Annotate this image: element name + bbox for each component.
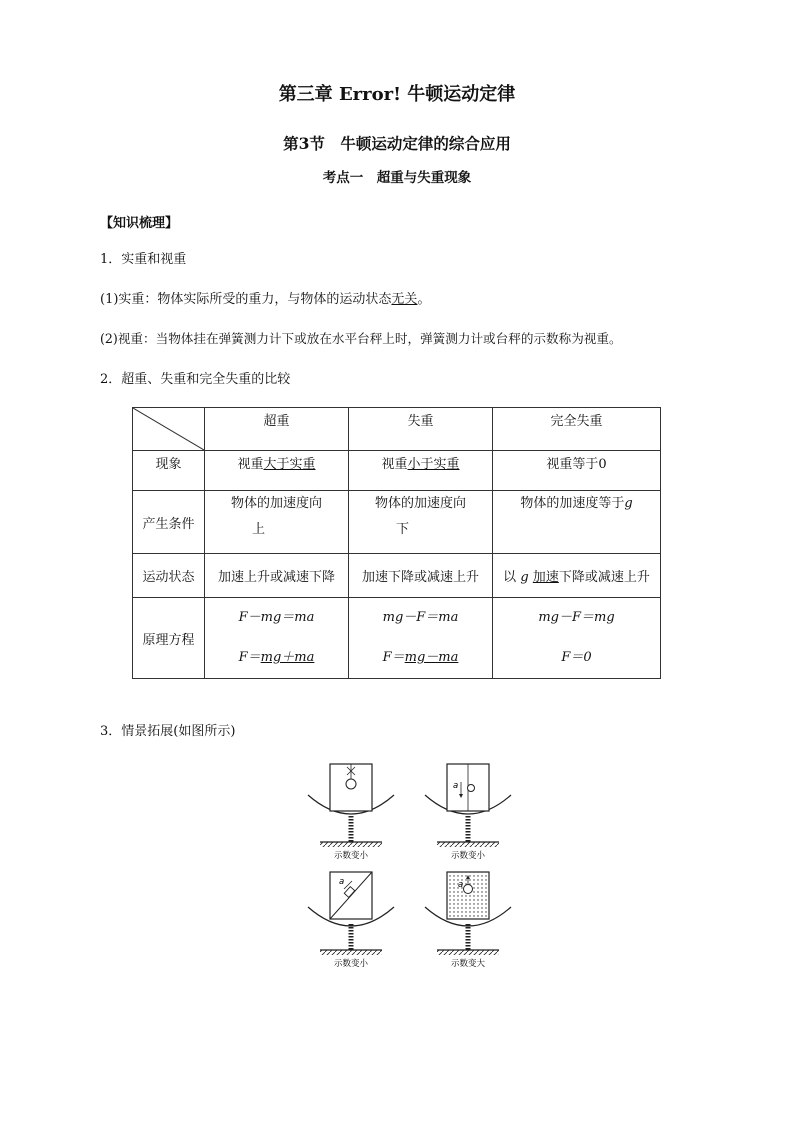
point-title: 考点一 超重与失重现象 [322, 170, 472, 186]
knowledge-heading: 【知识梳理】 [100, 216, 179, 231]
item-3: 3．情景拓展(如图所示) [100, 724, 236, 739]
item-1: 1．实重和视重 [100, 252, 187, 267]
cell-r3-c3: 以 g 加速下降或减速上升 [503, 570, 650, 585]
cell-r2-c3: 物体的加速度等于g [520, 496, 633, 511]
section-title: 第3节 牛顿运动定律的综合应用 [283, 134, 511, 153]
scene-3 [308, 872, 394, 969]
scenario-figure [300, 755, 530, 975]
ball [346, 779, 356, 789]
cell-r2-c2: 物体的加速度向 下 [374, 496, 466, 537]
item-2: 2．超重、失重和完全失重的比较 [100, 372, 291, 387]
accel-label-3: a [339, 877, 345, 887]
cell-r3-c1: 加速上升或减速下降 [217, 570, 335, 585]
diagonal-header-cell [133, 408, 205, 451]
row-label-phenomenon: 现象 [155, 457, 182, 472]
cell-r1-c2: 视重小于实重 [381, 457, 460, 472]
header-weightless: 失重 [407, 414, 434, 429]
row-label-condition: 产生条件 [142, 516, 195, 532]
cell-r4-c1: F－mg＝ma F＝mg＋ma [238, 610, 315, 665]
item-1b: (2)视重：当物体挂在弹簧测力计下或放在水平台秤上时，弹簧测力计或台秤的示数称为视重。 [100, 331, 622, 346]
scene-2 [425, 764, 511, 861]
header-overweight: 超重 [263, 414, 290, 429]
cell-r3-c2: 加速下降或减速上升 [361, 570, 479, 585]
caption-2: 示数变小 [450, 851, 486, 861]
cell-r1-c3: 视重等于0 [546, 457, 607, 472]
accel-label-4: a [458, 880, 464, 890]
header-complete-weightless: 完全失重 [550, 414, 603, 429]
comparison-table [132, 407, 661, 679]
row-label-equation: 原理方程 [142, 632, 195, 648]
cell-r2-c1: 物体的加速度向 上 [230, 496, 322, 537]
scene-1 [308, 764, 394, 861]
caption-1: 示数变小 [333, 851, 369, 861]
ground-hatch [320, 842, 382, 847]
chapter-title: 第三章 Error! 牛顿运动定律 [278, 84, 516, 105]
scene-4 [425, 872, 511, 969]
accel-label-2: a [453, 781, 459, 791]
cell-r1-c1: 视重大于实重 [237, 457, 316, 472]
cell-r4-c2: mg－F＝ma F＝mg－ma [382, 610, 459, 665]
caption-3: 示数变小 [333, 959, 369, 969]
cell-r4-c3: mg－F＝mg F＝0 [538, 610, 615, 665]
caption-4: 示数变大 [450, 959, 486, 969]
item-1a: (1)实重：物体实际所受的重力，与物体的运动状态无关。 [100, 292, 431, 307]
row-label-motion: 运动状态 [142, 570, 195, 585]
